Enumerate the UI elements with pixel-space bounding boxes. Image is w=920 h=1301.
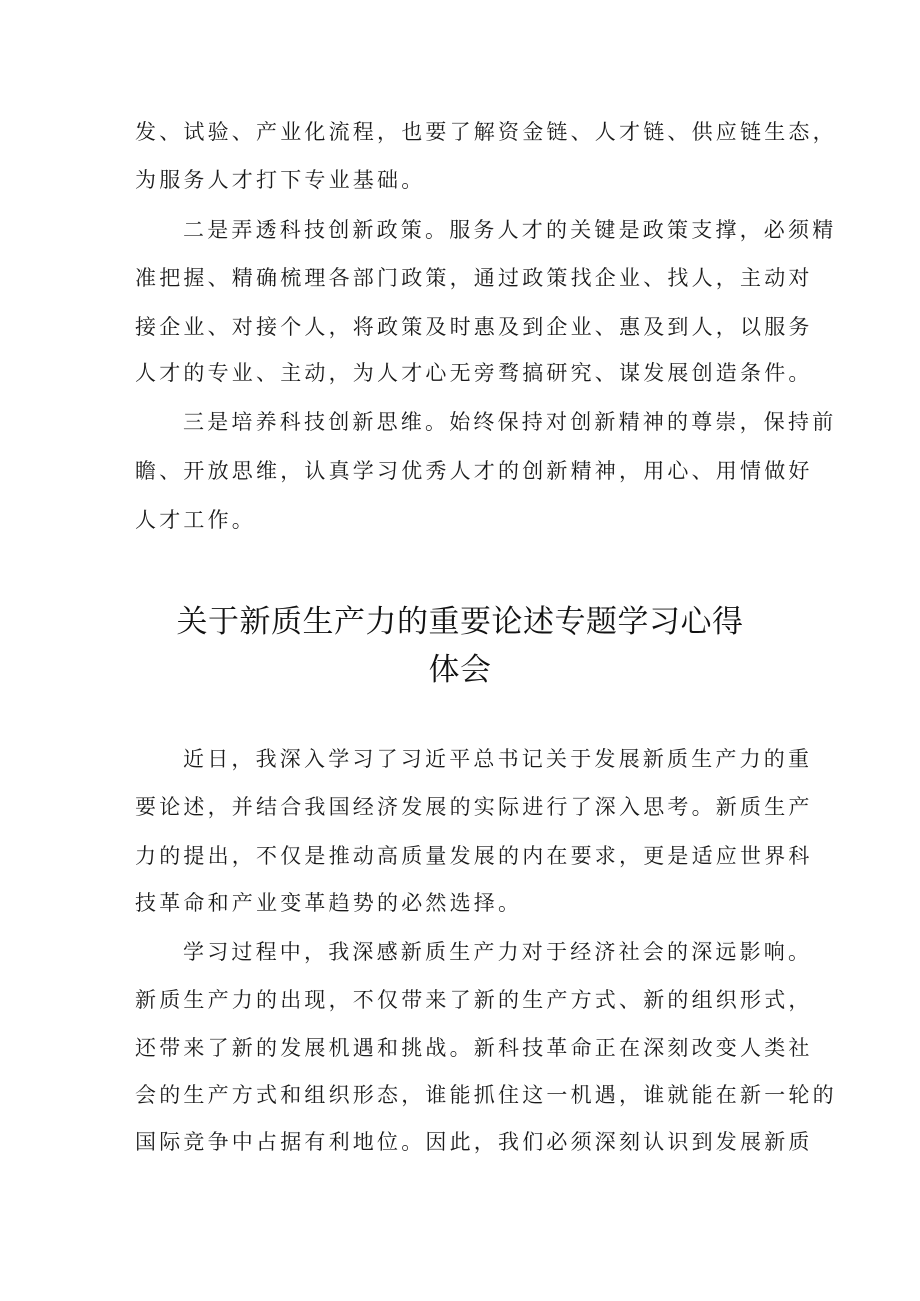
paragraph-line: 为服务人才打下专业基础。 xyxy=(135,168,426,192)
paragraph-line: 力的提出，不仅是推动高质量发展的内在要求，更是适应世界科 xyxy=(135,844,813,868)
paragraph-line: 二是弄透科技创新政策。服务人才的关键是政策支撑，必须精 xyxy=(183,218,837,242)
document-title-continued: 体会 xyxy=(428,652,492,688)
paragraph-line: 准把握、精确梳理各部门政策，通过政策找企业、找人，主动对 xyxy=(135,266,813,290)
paragraph-line: 技革命和产业变革趋势的必然选择。 xyxy=(135,891,523,915)
paragraph-line: 近日，我深入学习了习近平总书记关于发展新质生产力的重 xyxy=(183,747,813,771)
paragraph-line: 三是培养科技创新思维。始终保持对创新精神的尊崇，保持前 xyxy=(183,410,837,434)
paragraph-line: 新质生产力的出现，不仅带来了新的生产方式、新的组织形式， xyxy=(135,988,813,1012)
paragraph-line: 要论述，并结合我国经济发展的实际进行了深入思考。新质生产 xyxy=(135,795,813,819)
paragraph-line: 人才工作。 xyxy=(135,508,256,532)
paragraph-line: 发、试验、产业化流程，也要了解资金链、人才链、供应链生态， xyxy=(135,120,837,144)
paragraph-line: 学习过程中，我深感新质生产力对于经济社会的深远影响。 xyxy=(183,940,813,964)
paragraph-line: 接企业、对接个人，将政策及时惠及到企业、惠及到人，以服务 xyxy=(135,315,813,339)
paragraph-line: 国际竞争中占据有利地位。因此，我们必须深刻认识到发展新质 xyxy=(135,1130,813,1154)
paragraph-line: 还带来了新的发展机遇和挑战。新科技革命正在深刻改变人类社 xyxy=(135,1036,813,1060)
document-title: 关于新质生产力的重要论述专题学习心得 xyxy=(176,604,744,640)
paragraph-line: 会的生产方式和组织形态，谁能抓住这一机遇，谁就能在新一轮的 xyxy=(135,1083,837,1107)
paragraph-line: 人才的专业、主动，为人才心无旁骛搞研究、谋发展创造条件。 xyxy=(135,361,813,385)
paragraph-line: 瞻、开放思维，认真学习优秀人才的创新精神，用心、用情做好 xyxy=(135,459,813,483)
